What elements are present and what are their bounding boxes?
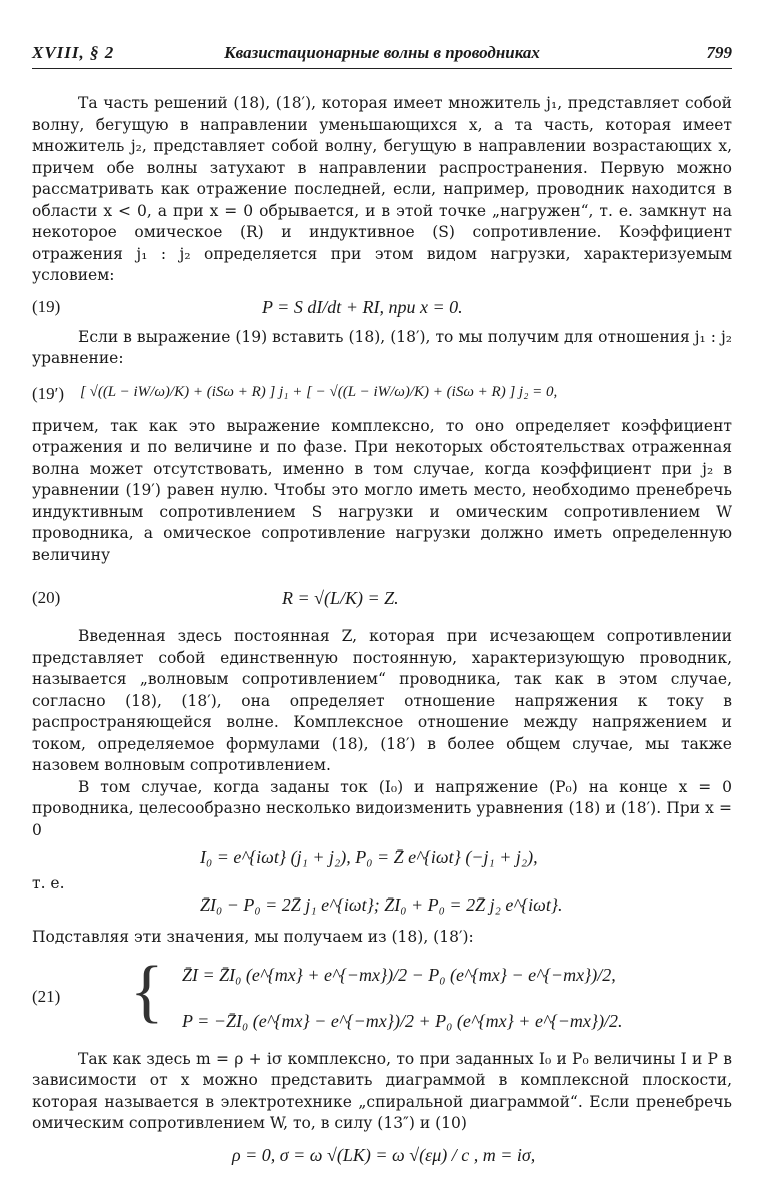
page-number: 799 [706, 43, 732, 62]
equation-number: (19) [32, 296, 61, 316]
equation-21 [32, 949, 732, 1049]
equation-combined-values [32, 893, 732, 927]
chapter-title: Квазистационарные волны в проводниках [224, 43, 540, 62]
paragraph-5: В том случае, когда заданы ток (I₀) и напряжение (P₀) на конце x = 0 проводника, целесообразно несколько видоизменить уравнения (18) и (18′). При x = 0 [32, 777, 732, 839]
equation-19-prime [32, 370, 732, 416]
paragraph-8: Так как здесь m = ρ + iσ комплексно, то при заданных I₀ и P₀ величины I и P в зависимости от x можно представить диаграммой в комплексной плоскости, которая называется в электротехнике „спиральной диаграммой“. Если пренебречь омическим сопротивлением W, то, в силу (13″) и (10) [32, 1049, 732, 1132]
equation-number: (19′) [32, 383, 65, 403]
equation-19 [32, 287, 732, 327]
paragraph-1: Та часть решений (18), (18′), которая имеет множитель j₁, представляет собой волну, бегущую в направлении уменьшающихся x, а та часть, которая имеет множитель j₂, представляет собой волну, бегущую в направлении возрастающих x, причем обе волны затухают в направлении распространения. Первую можно рассматривать как отражение последней, если, например, проводник находится в области x < 0, а при x = 0 обрывается, и в этой точке „нагружен“, т. е. замкнут на некоторое омическое (R) и индуктивное (S) сопротивление. Коэффициент отражения j₁ : j₂ определяется при этом видом нагрузки, характеризуемым условием: [32, 94, 732, 284]
equation-body: P = S dI/dt + RI, при x = 0. [262, 296, 463, 317]
equation-body: Z̄I = Z̄I₀ (e^{mx} + e^{−mx})/2 − P₀ (e^{mx} − e^{−mx})/2, [182, 964, 616, 985]
paragraph-4: Введенная здесь постоянная Z, которая при исчезающем сопротивлении представляет собой единственную постоянную, характеризующую проводник, называется „волновым сопротивлением“ проводника, так как в этом случае, согласно (18), (18′), она определяет отношение напряжения к току в распространяющейся волне. Комплексное отношение между напряжением и током, определяемое формулами (18), (18′) в более общем случае, мы также назовем волновым сопротивлением. [32, 627, 732, 774]
equation-number: (20) [32, 588, 61, 607]
paragraph-7: Подставляя эти значения, мы получаем из (18), (18′): [32, 928, 474, 946]
equation-body: [ √((L − iW/ω)/K) + (iSω + R) ] j₁ + [ − √((L − iW/ω)/K) + (iSω + R) ] j₂ = 0, [80, 383, 558, 400]
equation-body: P = −Z̄I₀ (e^{mx} − e^{−mx})/2 + P₀ (e^{mx} + e^{−mx})/2. [182, 1010, 623, 1031]
equation-20 [32, 566, 732, 626]
equation-body: Z̄I₀ − P₀ = 2Z̄ j₁ e^{iωt}; Z̄I₀ + P₀ = 2Z̄ j₂ e^{iωt}. [200, 895, 563, 915]
paragraph-3: причем, так как это выражение комплексно, то оно определяет коэффициент отражения и по величине и по фазе. При некоторых обстоятельствах отраженная волна может отсутствовать, именно в том случае, когда коэффициент при j₂ в уравнении (19′) равен нулю. Чтобы это могло иметь место, необходимо пренебречь индуктивным сопротивлением S нагрузки и омическим сопротивлением W проводника, а омическое сопротивление нагрузки должно иметь определенную величину [32, 416, 732, 564]
equation-body: ρ = 0, σ = ω √(LK) = ω √(εμ) / c , m = iσ, [232, 1144, 536, 1165]
paragraph-2: Если в выражение (19) вставить (18), (18′), то мы получим для отношения j₁ : j₂ уравнение: [32, 327, 732, 367]
running-head [32, 40, 732, 69]
equation-body: I₀ = e^{iωt} (j₁ + j₂), P₀ = Z̄ e^{iωt} (−j₁ + j₂), [200, 847, 538, 867]
equation-body: R = √(L/K) = Z. [282, 588, 399, 608]
equation-number: (21) [32, 986, 61, 1006]
section-reference: XVIII, § 2 [32, 43, 115, 62]
paragraph-6: т. е. [32, 874, 65, 892]
equation-boundary-values [32, 841, 732, 873]
book-page [32, 40, 732, 1175]
brace-symbol: { [130, 952, 164, 1030]
equation-spiral-params [32, 1135, 732, 1175]
